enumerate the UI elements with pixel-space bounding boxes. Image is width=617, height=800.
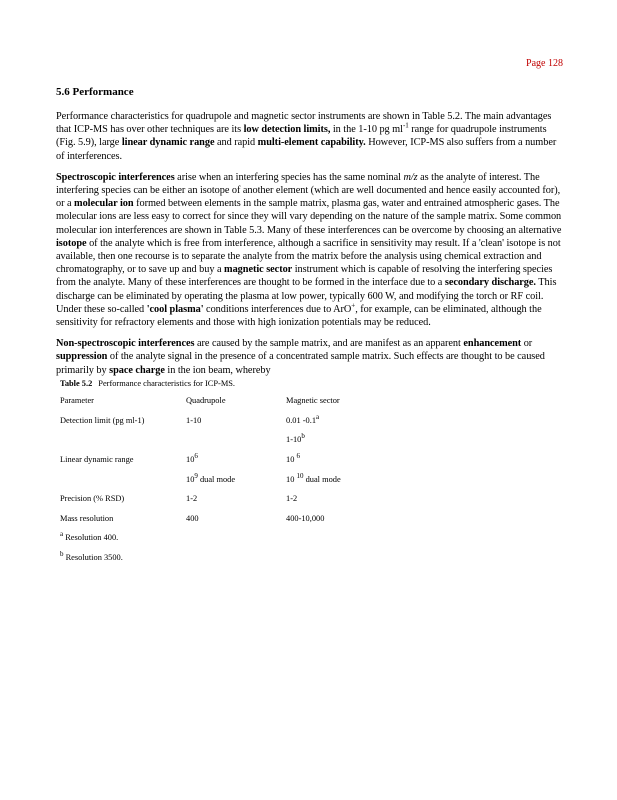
paragraph-non-spectroscopic: Non-spectroscopic interferences are caused by the sample matrix, and are manifest as an apparent enhancement or suppression of the analyte signal in the presence of a concentrated sample matrix. Such effects are thought to be caused primarily by space charge in the ion beam, whereby (56, 338, 545, 376)
table-caption (60, 379, 563, 388)
header-parameter: Parameter (60, 396, 94, 406)
page-number: Page 128 (526, 58, 563, 69)
header-quadrupole: Quadrupole (186, 396, 226, 406)
table-row: 1-10$^b$ (286, 432, 305, 445)
table-title: Performance characteristics for ICP-MS. (98, 379, 236, 389)
table-row: Precision (% RSD) 1-2 1-2 (60, 494, 298, 504)
performance-table (60, 396, 486, 533)
table-header-row (60, 396, 486, 416)
table-row: $10^9$ dual mode 10 $^{10}$ dual mode (186, 471, 341, 484)
table-row: Mass resolution 400 400-10,000 (60, 513, 325, 523)
paragraph-performance: Performance characteristics for quadrupole and magnetic sector instruments are shown in Table 5.2. The main advantages that ICP-MS has over other techniques are its low detection limits, in the 1-10 pg $ml^{-1}$ range for quadrupole instruments (Fig. 5.9), large linear dynamic range and rapid multi-element capability. However, ICP-MS also suffers from a number of interferences. (56, 111, 557, 162)
table-label: Table 5.2 (60, 379, 93, 389)
paragraph-spectroscopic: Spectroscopic interferences arise when an interfering species has the same nominal m/z as the analyte of interest. The interfering species can be either an isotope of another element (which are well documented and hence easily accounted for), or a molecular ion formed between elements in the sample matrix, plasma gas, water and entrained atmospheric gases. The molecular ions are less easy to correct for since they will vary depending on the nature of the sample matrix. Some common molecular ion interferences are shown in Table 5.3. Many of these interferences can be overcome by choosing an alternative isotope of the analyte which is free from interference, although a sacrifice in sensitivity may result. If a 'clean' isotope is not available, then one recourse is to separate the analyte from the matrix before the analysis using chemical extraction and chromatography, or to save up and buy a magnetic sector instrument which is capable of resolving the interfering species from the analyte. Many of these interferences are thought to be formed in the interface due to a secondary discharge. This discharge can be eliminated by operating the plasma at low power, typically 600 W, and modifying the torch or RF coil. Under these so-called 'cool plasma' conditions interferences due to ArO+, for example, can be eliminated, although the sensitivity for refractory elements and those with high ionization potentials may be reduced. (56, 171, 562, 329)
footnote-b: $^b$ Resolution 3500. (60, 550, 123, 562)
section-heading: 5.6 Performance (56, 86, 134, 98)
table-row: Linear dynamic range $10^6$ 10 $^6$ (60, 452, 300, 465)
table-row: Detection limit (pg ml-1) 1-10 0.01 -0.1$^a$ (60, 413, 320, 425)
header-magnetic-sector: Magnetic sector (286, 396, 340, 406)
footnote-a: $^a$ Resolution 400. (60, 530, 119, 543)
page-content (56, 86, 563, 573)
